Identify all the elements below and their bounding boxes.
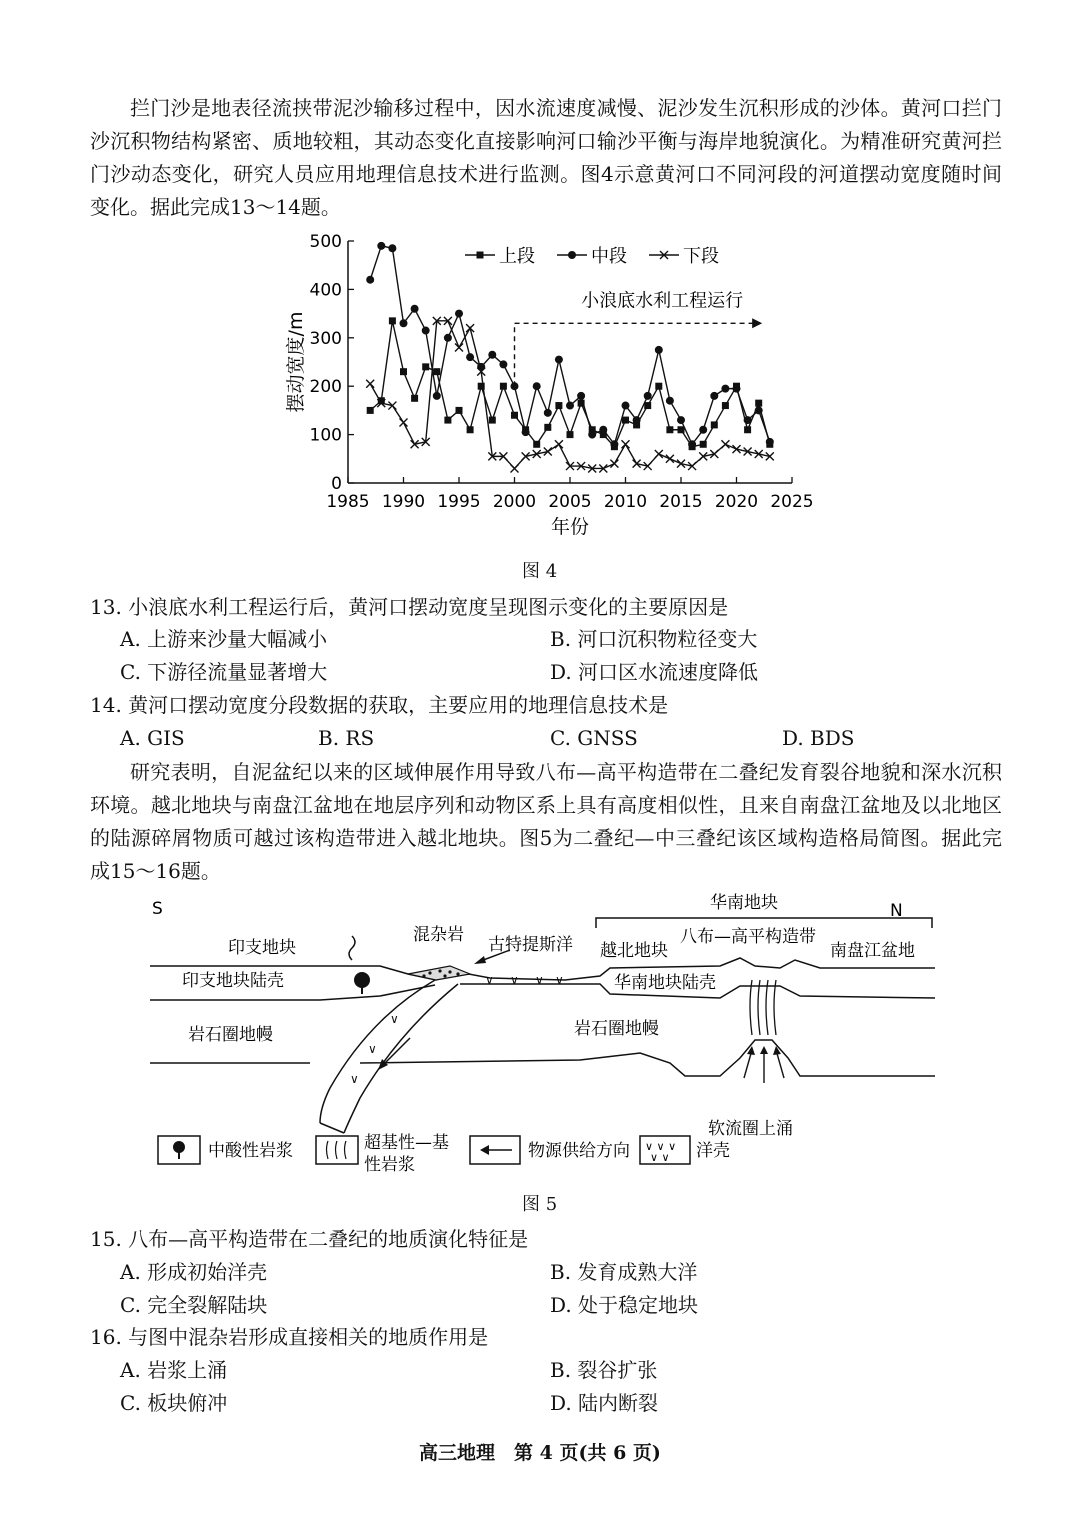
data-point (633, 416, 641, 424)
label-s: S (152, 899, 163, 919)
annotation-text: 小浪底水利工程运行 (581, 290, 744, 312)
data-point (366, 380, 374, 388)
svg-text:∨: ∨ (350, 1072, 359, 1086)
annotation-arrowhead (752, 318, 762, 328)
data-point (710, 392, 718, 400)
data-point (644, 402, 651, 409)
x-tick-label: 2005 (548, 492, 592, 512)
q16-option-d[interactable]: D. 陆内断裂 (550, 1391, 659, 1415)
q15-option-d[interactable]: D. 处于稳定地块 (550, 1293, 699, 1317)
mantle-base-right (360, 1040, 935, 1076)
label-n: N (890, 901, 903, 921)
data-point (533, 441, 540, 448)
label-yuebei-block: 越北地块 (600, 941, 668, 961)
data-point (721, 440, 729, 448)
passage-1: 拦门沙是地表径流挟带泥沙输移过程中，因水流速度减慢、泥沙发生沉积形成的沙体。黄河口拦门沙沉积物结构紧密、质地较粗，其动态变化直接影响河口输沙平衡与海岸地貌演化。为精准研究黄河拦门沙动态变化，研究人员应用地理信息技术进行监测。图4示意黄河口不同河段的河道摆动宽度随时间变化。据此完成13～14题。 (90, 96, 1002, 219)
x-tick-label: 2015 (659, 492, 703, 512)
volcano-squiggle (349, 936, 355, 960)
data-point (444, 334, 452, 342)
label-asthenosphere: 软流圈上涌 (708, 1119, 793, 1139)
data-point (655, 450, 663, 458)
question-16-stem: 16. 与图中混杂岩形成直接相关的地质作用是 (90, 1325, 489, 1349)
label-south-china-crust: 华南地块陆壳 (614, 973, 716, 993)
q15-option-b[interactable]: B. 发育成熟大洋 (550, 1260, 698, 1284)
q15-option-c[interactable]: C. 完全裂解陆块 (120, 1293, 268, 1317)
x-tick-label: 1990 (381, 492, 426, 512)
figure-5-caption: 图 5 (522, 1194, 558, 1215)
data-point (433, 368, 440, 375)
data-point (666, 426, 673, 433)
svg-text:∨: ∨ (535, 973, 544, 987)
data-point (367, 407, 374, 414)
q15-option-a[interactable]: A. 形成初始洋壳 (120, 1260, 268, 1284)
label-mantle-right: 岩石圈地幔 (574, 1019, 659, 1039)
page-footer: 高三地理 第 4 页(共 6 页) (419, 1442, 661, 1464)
data-point (533, 382, 541, 390)
x-tick-label: 1995 (437, 492, 481, 512)
svg-text:∨: ∨ (555, 973, 564, 987)
data-point (711, 421, 718, 428)
question-15-stem: 15. 八布—高平构造带在二叠纪的地质演化特征是 (90, 1227, 529, 1251)
data-point (722, 402, 729, 409)
legend (158, 1132, 730, 1175)
y-tick-label: 400 (309, 280, 342, 301)
oceanic-crust-marks (350, 973, 564, 1086)
svg-text:∨: ∨ (485, 973, 494, 987)
data-point (622, 440, 630, 448)
subducting-slab (320, 980, 458, 1133)
data-point (699, 426, 707, 434)
legend-oceanic-crust: 洋壳 (696, 1141, 730, 1161)
data-point (544, 409, 552, 417)
melange-wedge (408, 966, 470, 980)
data-point (733, 385, 741, 393)
series-line (370, 321, 770, 469)
data-point (366, 276, 374, 284)
data-point (555, 402, 562, 409)
data-point (666, 397, 674, 405)
q14-option-b[interactable]: B. RS (318, 726, 375, 750)
question-14-stem: 14. 黄河口摆动宽度分段数据的获取，主要应用的地理信息技术是 (90, 693, 669, 717)
data-point (499, 360, 507, 368)
data-point (444, 417, 451, 424)
y-tick-label: 300 (309, 328, 342, 349)
x-tick-label: 2025 (770, 492, 814, 512)
q16-option-b[interactable]: B. 裂谷扩张 (550, 1358, 658, 1382)
svg-text:∨: ∨ (390, 1012, 399, 1026)
svg-text:∨: ∨ (368, 1042, 377, 1056)
data-point (489, 417, 496, 424)
data-point (511, 382, 519, 390)
label-nanpanjiang: 南盘江盆地 (830, 941, 915, 961)
data-point (622, 402, 630, 410)
label-south-china-block: 华南地块 (710, 893, 778, 913)
legend-label: 中段 (591, 246, 627, 267)
data-point (577, 392, 585, 400)
y-tick-label: 100 (309, 425, 342, 446)
ultrabasic-veins (750, 980, 776, 1035)
data-point (422, 363, 429, 370)
legend-marker (568, 251, 576, 259)
data-point (721, 385, 729, 393)
q16-option-c[interactable]: C. 板块俯冲 (120, 1391, 228, 1415)
y-tick-label: 500 (309, 232, 342, 252)
data-point (755, 406, 763, 414)
x-tick-label: 2000 (492, 492, 537, 512)
data-point (755, 400, 762, 407)
data-point (655, 383, 662, 390)
data-point (389, 317, 396, 324)
data-point (555, 356, 563, 364)
data-point (567, 431, 574, 438)
q14-option-d[interactable]: D. BDS (782, 726, 855, 750)
data-point (466, 353, 474, 361)
slab-tip (320, 1123, 344, 1133)
legend-ultrabasic-2: 性岩浆 (364, 1155, 415, 1175)
asthenosphere-arrows (744, 1050, 784, 1083)
data-point (411, 305, 419, 313)
data-point (678, 426, 685, 433)
x-axis-label: 年份 (550, 516, 590, 538)
svg-text:∨ ∨ ∨: ∨ ∨ ∨ (645, 1140, 677, 1153)
data-point (422, 327, 430, 335)
data-point (488, 351, 496, 359)
y-tick-label: 200 (309, 377, 342, 398)
q14-option-a[interactable]: A. GIS (120, 726, 185, 750)
legend-marker (477, 252, 484, 259)
data-point (456, 407, 463, 414)
data-point (700, 441, 707, 448)
data-point (400, 319, 408, 327)
data-point (655, 346, 663, 354)
data-point (610, 440, 618, 448)
data-point (766, 438, 774, 446)
label-indochina-crust: 印支地块陆壳 (182, 971, 284, 991)
q13-option-a[interactable]: A. 上游来沙量大幅减小 (120, 627, 328, 651)
series-square (367, 317, 774, 450)
data-point (455, 343, 463, 351)
series-line (370, 246, 770, 444)
label-babu-belt: 八布—高平构造带 (680, 927, 816, 947)
data-point (566, 402, 574, 410)
data-point (400, 419, 408, 427)
data-point (666, 455, 674, 463)
label-indochina-block: 印支地块 (228, 938, 296, 958)
legend-label: 上段 (499, 246, 535, 267)
data-point (644, 392, 652, 400)
data-point (500, 383, 507, 390)
q13-option-b[interactable]: B. 河口沉积物粒径变大 (550, 627, 758, 651)
data-point (555, 440, 563, 448)
svg-text:∨: ∨ (510, 973, 519, 987)
data-point (599, 426, 607, 434)
data-point (610, 460, 618, 468)
label-paleotethys: 古特提斯洋 (488, 935, 573, 955)
data-point (467, 426, 474, 433)
label-melange: 混杂岩 (413, 925, 464, 945)
data-point (433, 392, 441, 400)
legend-ultrabasic-1: 超基性—基 (364, 1133, 449, 1153)
passage-2: 研究表明，自泥盆纪以来的区域伸展作用导致八布—高平构造带在二叠纪发育裂谷地貌和深水沉积环境。越北地块与南盘江盆地在地层序列和动物区系上具有高度相似性，且来自南盘江盆地及以北地区的陆源碎屑物质可越过该构造带进入越北地块。图5为二叠纪—中三叠纪该区域构造格局简图。据此完成15～16题。 (90, 760, 1002, 883)
q13-option-d[interactable]: D. 河口区水流速度降低 (550, 660, 759, 684)
y-tick-label: 0 (331, 474, 342, 494)
x-tick-label: 2010 (603, 492, 648, 512)
annotation-line (515, 323, 754, 386)
data-point (544, 424, 551, 431)
figure-4-chart (270, 225, 830, 545)
data-point (511, 412, 518, 419)
asthenosphere-arrowheads (747, 1046, 781, 1055)
sediment-arrowhead (474, 956, 486, 964)
series-line (370, 321, 770, 447)
q14-option-c[interactable]: C. GNSS (550, 726, 638, 750)
data-point (388, 244, 396, 252)
q16-option-a[interactable]: A. 岩浆上涌 (120, 1358, 228, 1382)
legend-sediment-direction: 物源供给方向 (528, 1141, 630, 1161)
data-point (377, 242, 385, 250)
data-point (744, 416, 752, 424)
figure-4-caption: 图 4 (522, 561, 558, 582)
data-point (622, 417, 629, 424)
data-point (688, 440, 696, 448)
data-point (588, 431, 596, 439)
data-point (744, 426, 751, 433)
legend-acid-magma: 中酸性岩浆 (208, 1141, 293, 1161)
data-point (677, 416, 685, 424)
label-mantle-left: 岩石圈地幔 (188, 1025, 273, 1045)
x-tick-label: 1985 (326, 492, 370, 512)
legend-label: 下段 (683, 246, 719, 267)
data-point (522, 428, 530, 436)
question-13-stem: 13. 小浪底水利工程运行后，黄河口摆动宽度呈现图示变化的主要原因是 (90, 595, 729, 619)
data-point (455, 310, 463, 318)
data-point (511, 464, 519, 472)
acid-magma-symbol (354, 972, 370, 994)
data-point (411, 395, 418, 402)
figure-5-diagram (140, 888, 940, 1178)
q13-option-c[interactable]: C. 下游径流量显著增大 (120, 660, 328, 684)
y-axis-label: 摆动宽度/m (285, 311, 307, 413)
svg-text:∨ ∨: ∨ ∨ (650, 1151, 670, 1164)
x-tick-label: 2020 (714, 492, 759, 512)
data-point (400, 368, 407, 375)
